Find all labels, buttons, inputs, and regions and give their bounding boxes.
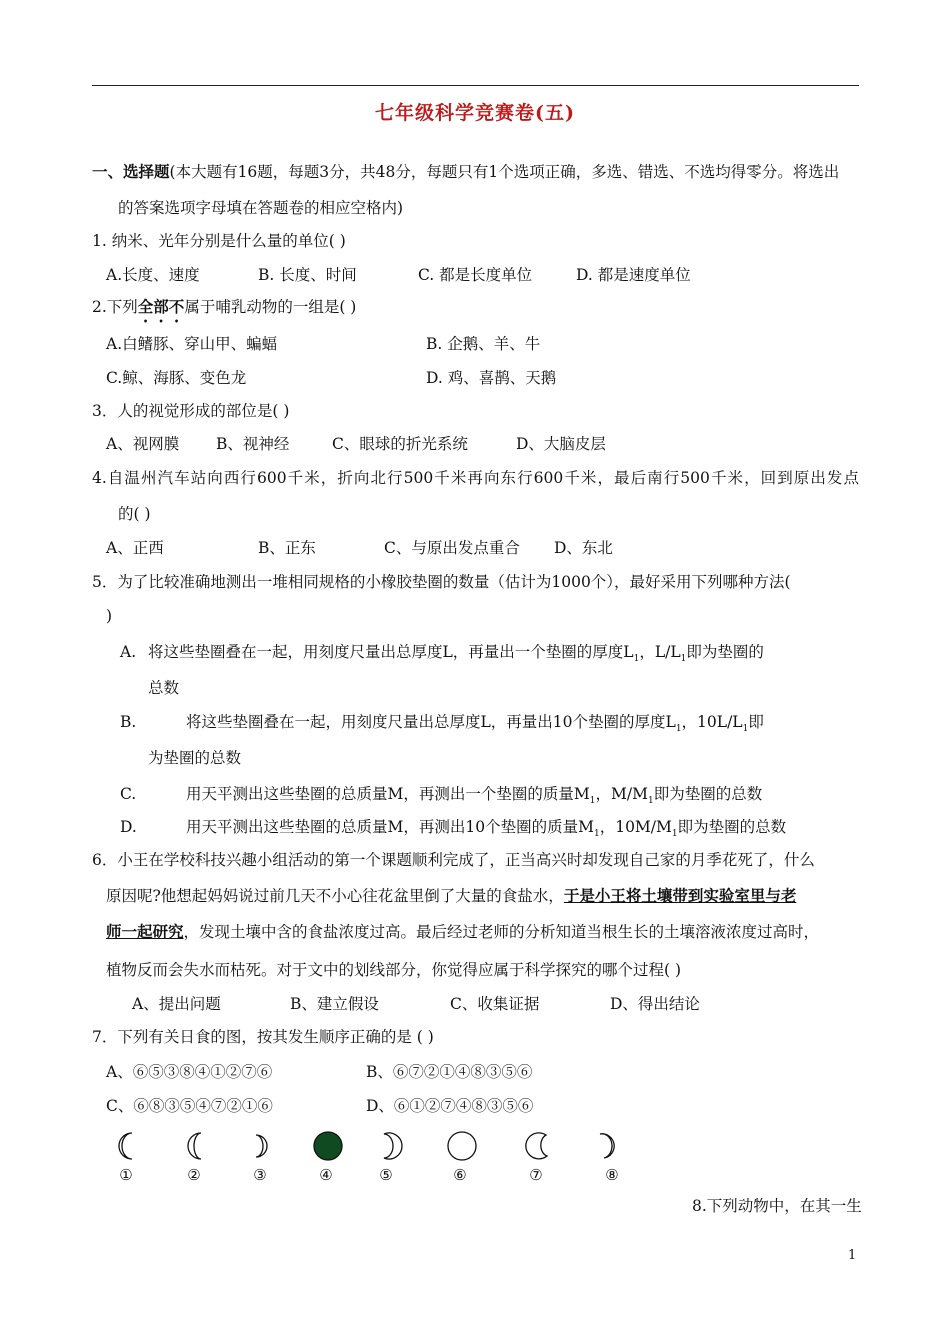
- q5-option-c-label: C.: [120, 785, 137, 803]
- q1-stem: 1. 纳米、光年分别是什么量的单位( ): [92, 232, 346, 250]
- q6-option-d: D、得出结论: [610, 995, 700, 1013]
- eclipse-phase-6-icon: [446, 1130, 478, 1162]
- q5-b-sub2: 1: [742, 724, 749, 735]
- q4-stem-line-2: 的( ): [118, 505, 151, 523]
- q7-stem: 7．下列有关日食的图，按其发生顺序正确的是 ( ): [92, 1028, 434, 1046]
- eclipse-label-7: ⑦: [529, 1166, 543, 1184]
- q1-option-b: B. 长度、时间: [258, 266, 357, 284]
- q8-stem: 8.下列动物中，在其一生: [692, 1197, 862, 1215]
- q5-option-d-label: D.: [120, 818, 137, 836]
- section-desc-1: (本大题有16题，每题3分，共48分，每题只有1个选项正确，多选、错选、不选均得零分。将选出: [169, 163, 840, 181]
- section-header: [92, 162, 839, 182]
- q5-a-sub2: 1: [680, 654, 687, 665]
- eclipse-phase-1-icon: [112, 1130, 144, 1162]
- q5-c-text: 用天平测出这些垫圈的总质量M，再测出一个垫圈的质量M: [186, 785, 590, 803]
- q5-option-b-label: B.: [120, 713, 137, 731]
- q7-option-c: C、⑥⑧③⑤④⑦②①⑥: [106, 1097, 273, 1115]
- q6-line2-text: 原因呢?他想起妈妈说过前几天不小心往花盆里倒了大量的食盐水，: [106, 887, 564, 905]
- q6-stem-line-3: [106, 922, 819, 942]
- q6-stem-line-4: 植物反而会失水而枯死。对于文中的划线部分，你觉得应属于科学探究的哪个过程( ): [106, 961, 682, 979]
- q3-option-b: B、视神经: [216, 435, 290, 453]
- q5-stem-line-2: ): [106, 607, 113, 625]
- q5-b-sub: 1: [675, 724, 682, 735]
- q5-option-b-line-1: [186, 712, 764, 739]
- eclipse-phase-3-icon: [246, 1130, 278, 1162]
- q3-option-c: C、眼球的折光系统: [332, 435, 468, 453]
- eclipse-phase-7-icon: [522, 1130, 554, 1162]
- eclipse-label-3: ③: [253, 1166, 267, 1184]
- q2-option-b: B. 企鹅、羊、牛: [426, 335, 541, 353]
- q5-option-a-line-1: [148, 642, 764, 669]
- q6-line3-text: ，发现土壤中含的食盐浓度过高。最后经过老师的分析知道当根生长的土壤溶液浓度过高时，: [183, 923, 820, 941]
- q2-stem-pre: 2.下列: [92, 298, 138, 316]
- eclipse-label-1: ①: [119, 1166, 133, 1184]
- q5-d-end: 即为垫圈的总数: [677, 818, 787, 836]
- q3-option-a: A、视网膜: [106, 435, 180, 453]
- q6-option-b: B、建立假设: [290, 995, 379, 1013]
- q3-stem: 3．人的视觉形成的部位是( ): [92, 402, 290, 420]
- page-title: 七年级科学竞赛卷(五): [375, 102, 575, 124]
- q2-stem: [92, 297, 356, 326]
- page-number: 1: [848, 1248, 857, 1263]
- q6-option-a: A、提出问题: [132, 995, 221, 1013]
- q3-option-d: D、大脑皮层: [516, 435, 606, 453]
- eclipse-phase-8-icon: [592, 1130, 624, 1162]
- q6-stem-line-1: 6．小王在学校科技兴趣小组活动的第一个课题顺利完成了，正当高兴时却发现自己家的月季花死了，什么: [92, 851, 815, 869]
- q2-stem-post: 属于哺乳动物的一组是( ): [184, 298, 357, 316]
- q5-c-end: 即为垫圈的总数: [653, 785, 763, 803]
- q4-option-d: D、东北: [554, 539, 613, 557]
- q5-d-sub2: 1: [671, 829, 678, 840]
- q7-option-b: B、⑥⑦②①④⑧③⑤⑥: [366, 1063, 533, 1081]
- q4-option-a: A、正西: [106, 539, 164, 557]
- eclipse-label-6: ⑥: [453, 1166, 467, 1184]
- q1-option-a: A.长度、速度: [106, 266, 200, 284]
- q5-d-sub: 1: [593, 829, 600, 840]
- section-desc-2: 的答案选项字母填在答题卷的相应空格内): [118, 199, 404, 217]
- q5-b-tail: ，10L/L: [681, 713, 743, 731]
- q6-stem-line-2: [106, 886, 796, 906]
- q7-option-a: A、⑥⑤③⑧④①②⑦⑥: [106, 1063, 273, 1081]
- q2-option-d: D. 鸡、喜鹊、天鹅: [426, 369, 557, 387]
- q5-option-d-line-1: [186, 817, 786, 844]
- q2-option-a: A.白鳍豚、穿山甲、蝙蝠: [106, 335, 278, 353]
- q5-a-end: 即为垫圈的: [686, 643, 764, 661]
- q5-option-c-line-1: [186, 784, 762, 811]
- q5-c-sub: 1: [589, 796, 596, 807]
- q6-option-c: C、收集证据: [450, 995, 540, 1013]
- q6-underlined-text-1: 于是小王将土壤带到实验室里与老: [563, 886, 797, 905]
- eclipse-phase-2-icon: [180, 1130, 212, 1162]
- q5-b-end: 即: [748, 713, 764, 731]
- q2-stem-emphasis: 全部不: [137, 297, 185, 316]
- q5-d-tail: ，10M/M: [599, 818, 672, 836]
- q4-option-b: B、正东: [258, 539, 316, 557]
- section-label: 一、选择题: [92, 162, 170, 181]
- q5-c-tail: ，M/M: [595, 785, 648, 803]
- eclipse-phase-5-icon: [374, 1130, 406, 1162]
- q6-underlined-text-2: 师一起研究: [106, 922, 184, 941]
- q5-a-tail: ，L/L: [639, 643, 681, 661]
- q5-a-text: 将这些垫圈叠在一起，用刻度尺量出总厚度L，再量出一个垫圈的厚度L: [148, 643, 634, 661]
- q5-d-text: 用天平测出这些垫圈的总质量M，再测出10个垫圈的质量M: [186, 818, 594, 836]
- q2-option-c: C.鲸、海豚、变色龙: [106, 369, 247, 387]
- eclipse-label-4: ④: [319, 1166, 333, 1184]
- q5-b-text: 将这些垫圈叠在一起，用刻度尺量出总厚度L，再量出10个垫圈的厚度L: [186, 713, 676, 731]
- q5-option-a-label: A.: [120, 643, 137, 661]
- eclipse-label-2: ②: [187, 1166, 201, 1184]
- q5-option-b-line-2: 为垫圈的总数: [148, 749, 242, 767]
- q4-stem-line-1: 4.自温州汽车站向西行600千米，折向北行500千米再向东行600千米，最后南行500千米，回到原出发点: [92, 469, 859, 487]
- eclipse-phase-4-icon: [312, 1130, 344, 1162]
- q5-c-sub2: 1: [647, 796, 654, 807]
- q7-option-d: D、⑥①②⑦④⑧③⑤⑥: [366, 1097, 534, 1115]
- q5-stem-line-1: 5．为了比较准确地测出一堆相同规格的小橡胶垫圈的数量（估计为1000个），最好采用下列哪种方法(: [92, 573, 791, 591]
- q1-option-d: D. 都是速度单位: [576, 266, 691, 284]
- q5-option-a-line-2: 总数: [148, 679, 180, 697]
- eclipse-label-5: ⑤: [379, 1166, 393, 1184]
- q5-a-sub: 1: [633, 654, 640, 665]
- q4-option-c: C、与原出发点重合: [384, 539, 520, 557]
- top-rule: [92, 85, 859, 86]
- q1-option-c: C. 都是长度单位: [418, 266, 533, 284]
- eclipse-label-8: ⑧: [605, 1166, 619, 1184]
